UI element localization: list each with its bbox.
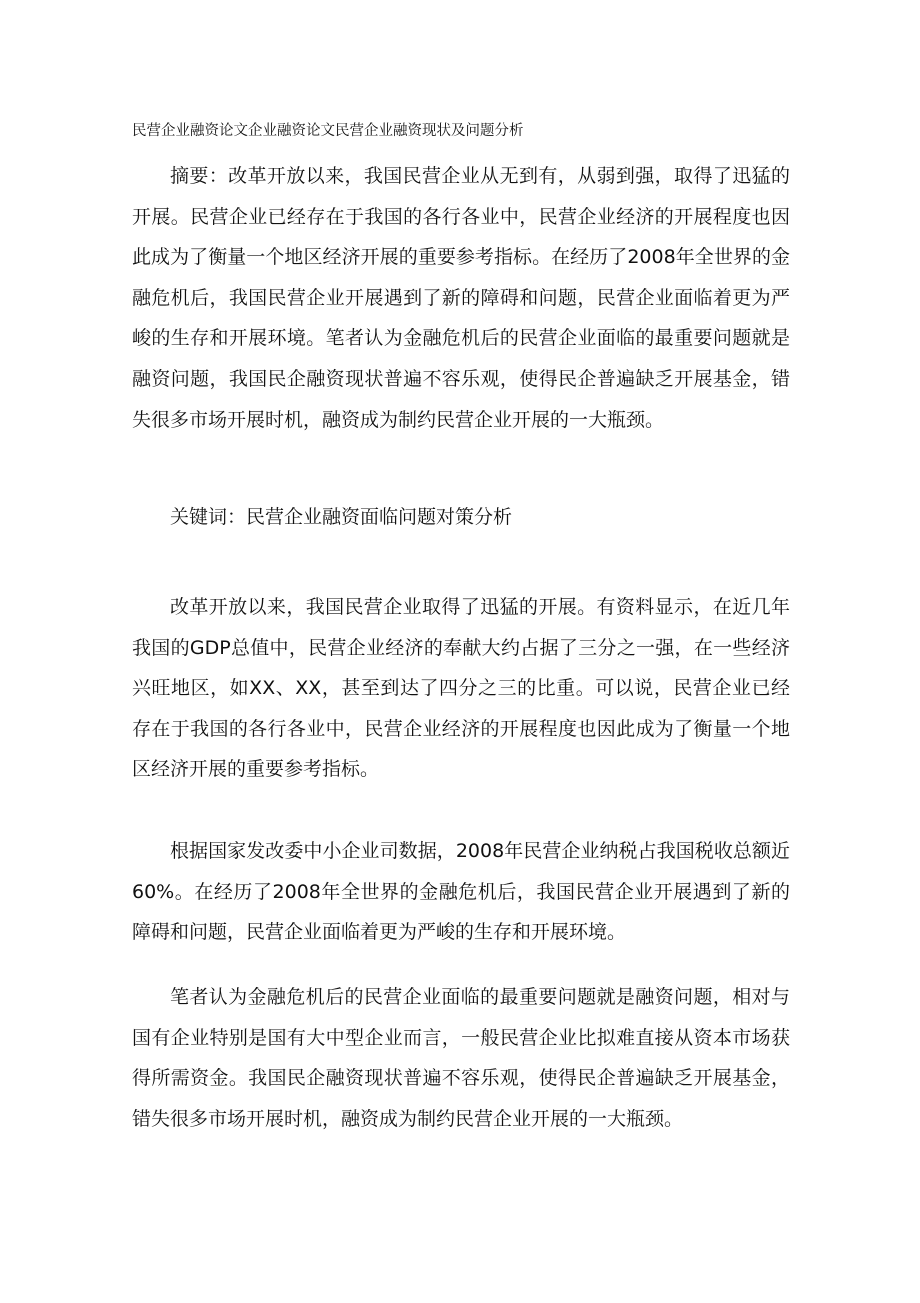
body-paragraph-2: 根据国家发改委中小企业司数据，2008年民营企业纳税占我国税收总额近60%。在经历了2008年全世界的金融危机后，我国民营企业开展遇到了新的障碍和问题，民营企业面临着更为严峻的生存和开展环境。 xyxy=(132,840,790,944)
keywords-line: 关键词：民营企业融资面临问题对策分析 xyxy=(170,506,513,528)
abstract-paragraph: 摘要：改革开放以来，我国民营企业从无到有，从弱到强，取得了迅猛的开展。民营企业已经存在于我国的各行各业中，民营企业经济的开展程度也因此成为了衡量一个地区经济开展的重要参考指标。在经历了2008年全世界的金融危机后，我国民营企业开展遇到了新的障碍和问题，民营企业面临着更为严峻的生存和开展环境。笔者认为金融危机后的民营企业面临的最重要问题就是融资问题，我国民企融资现状普遍不容乐观，使得民企普遍缺乏开展基金，错失很多市场开展时机，融资成为制约民营企业开展的一大瓶颈。 xyxy=(132,165,790,431)
document-title: 民营企业融资论文企业融资论文民营企业融资现状及问题分析 xyxy=(132,123,524,139)
body-paragraph-1: 改革开放以来，我国民营企业取得了迅猛的开展。有资料显示，在近几年我国的GDP总值中，民营企业经济的奉献大约占据了三分之一强，在一些经济兴旺地区，如XX、XX，甚至到达了四分之三的比重。可以说，民营企业已经存在于我国的各行各业中，民营企业经济的开展程度也因此成为了衡量一个地区经济开展的重要参考指标。 xyxy=(132,596,790,781)
body-paragraph-3: 笔者认为金融危机后的民营企业面临的最重要问题就是融资问题，相对与国有企业特别是国有大中型企业而言，一般民营企业比拟难直接从资本市场获得所需资金。我国民企融资现状普遍不容乐观，使得民企普遍缺乏开展基金，错失很多市场开展时机，融资成为制约民营企业开展的一大瓶颈。 xyxy=(132,986,790,1130)
